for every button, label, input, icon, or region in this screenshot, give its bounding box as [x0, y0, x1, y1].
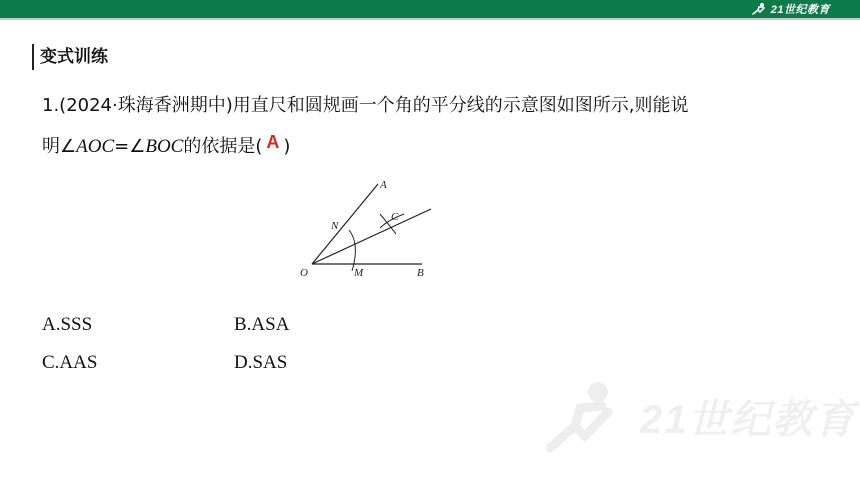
angle-aoc: AOC	[76, 136, 115, 157]
question-text	[42, 86, 822, 167]
answer-choice: A	[266, 132, 280, 152]
ray-oa	[312, 184, 378, 264]
label-n: N	[331, 220, 339, 232]
ray-oc	[312, 209, 431, 264]
label-o: O	[300, 267, 308, 279]
question-basis: 的依据是(	[183, 136, 263, 157]
label-c: C	[391, 211, 399, 223]
option-c: C.AAS	[42, 352, 98, 373]
label-b: B	[417, 267, 424, 279]
question-ming: 明∠	[42, 136, 77, 157]
arc-mn	[349, 230, 355, 271]
watermark-text: 21世纪教育	[640, 398, 857, 442]
close-paren: )	[283, 136, 291, 157]
header-bar	[0, 0, 860, 18]
runner-icon	[750, 2, 768, 16]
logo	[750, 1, 830, 17]
question-prefix: 1.(2024·珠海香洲期中)用直尺和圆规画一个角的平分线的示意图如图所示,则能说	[42, 95, 689, 116]
question-line-1	[42, 86, 822, 126]
angle-bisector-diagram	[300, 172, 440, 282]
label-m: M	[354, 267, 364, 279]
option-b: B.ASA	[234, 314, 290, 335]
section-title: 变式训练	[32, 44, 108, 70]
logo-text: 21世纪教育	[770, 4, 830, 16]
label-a: A	[380, 179, 387, 191]
equals-angle: =∠	[114, 136, 146, 157]
option-a: A.SSS	[42, 314, 93, 335]
watermark-runner-icon	[540, 378, 630, 458]
option-d: D.SAS	[234, 352, 288, 373]
question-line-2	[42, 126, 822, 167]
angle-boc: BOC	[145, 136, 184, 157]
header-shadow	[0, 18, 860, 20]
